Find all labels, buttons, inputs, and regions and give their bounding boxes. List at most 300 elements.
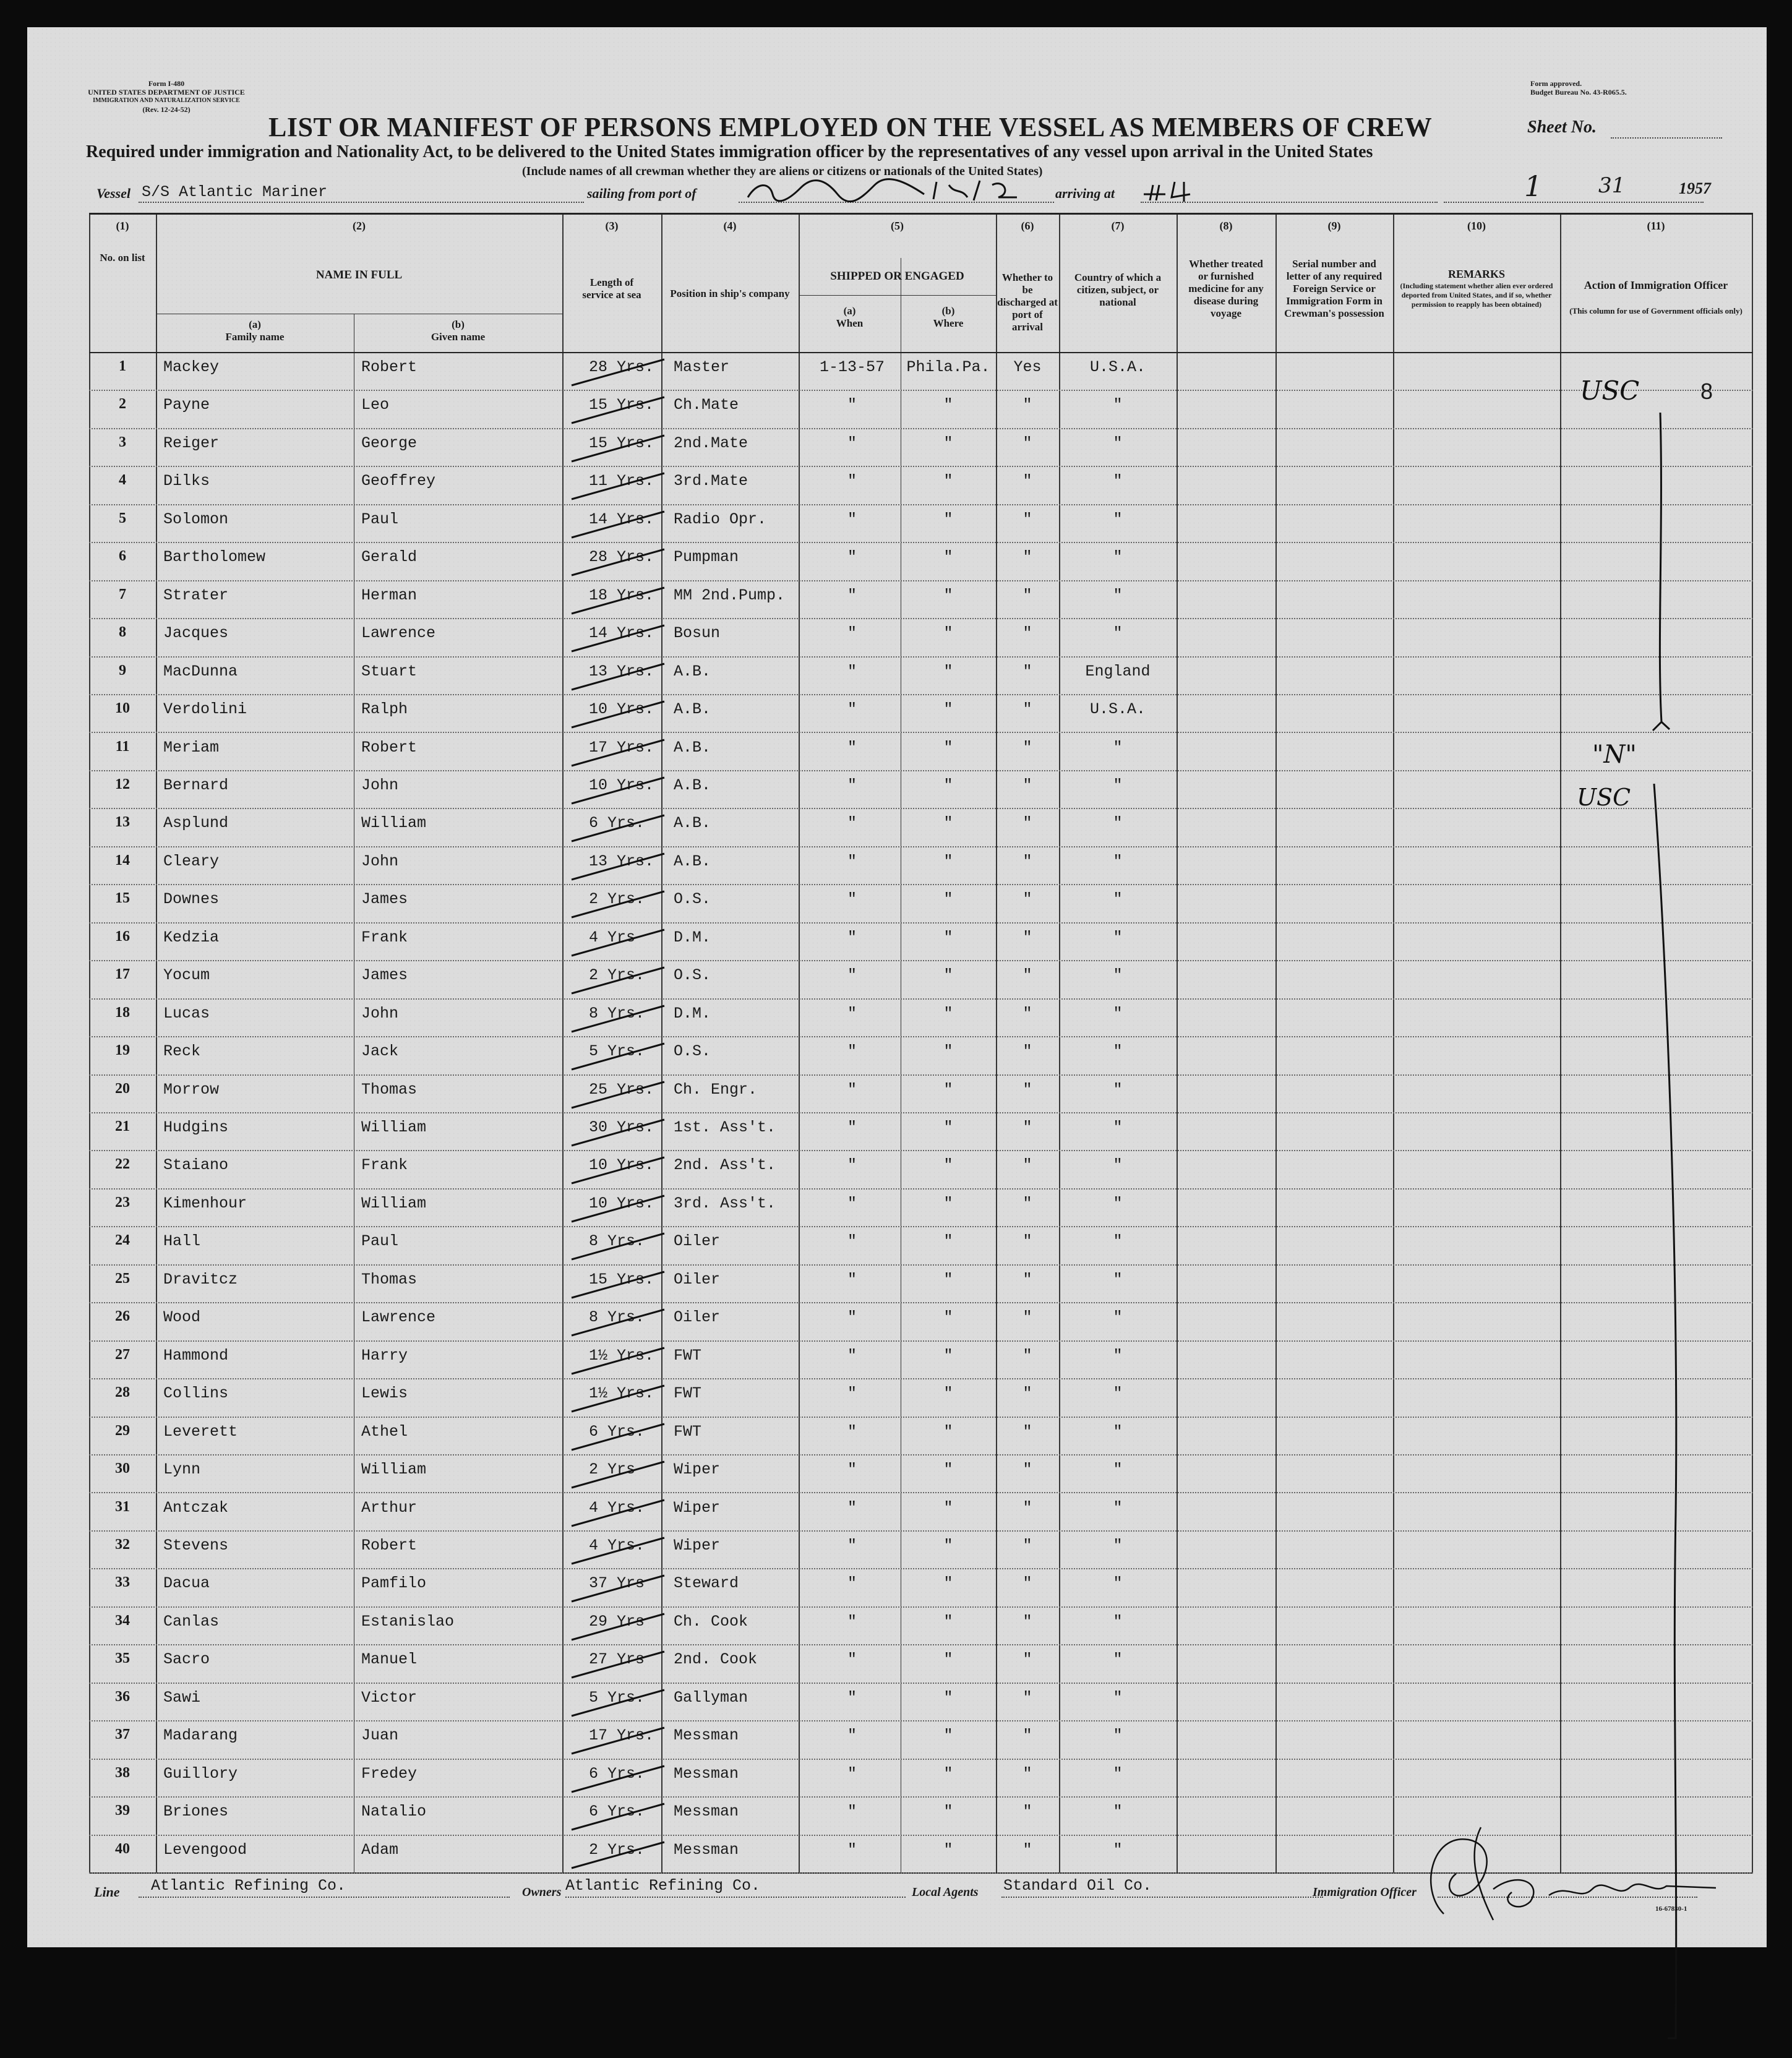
cell-when: " <box>847 966 857 985</box>
row-number: 1 <box>119 358 126 374</box>
agents-value: Standard Oil Co. <box>1003 1877 1152 1895</box>
officer-label: Immigration Officer <box>1313 1885 1417 1899</box>
cell-country: " <box>1113 1384 1123 1403</box>
cell-where: " <box>943 1612 953 1631</box>
cell-service: 4 Yrs. <box>589 1536 645 1554</box>
service-checkmark <box>565 697 671 734</box>
cell-family: Bernard <box>163 776 229 794</box>
row-number: 36 <box>115 1688 130 1705</box>
cell-where: " <box>943 1346 953 1365</box>
service-checkmark <box>565 1343 671 1380</box>
cell-when: " <box>847 1156 857 1175</box>
cell-position: Wiper <box>674 1498 721 1517</box>
cell-position: Steward <box>674 1574 739 1593</box>
cell-discharged: " <box>1022 1270 1032 1288</box>
cell-family: Canlas <box>163 1612 220 1631</box>
cell-position: A.B. <box>674 662 711 680</box>
cell-family: MacDunna <box>163 662 238 680</box>
cell-where: " <box>943 1688 953 1707</box>
row-number: 30 <box>115 1460 130 1477</box>
cell-country: " <box>1113 510 1123 528</box>
cell-position: Oiler <box>674 1232 721 1251</box>
cell-when: " <box>847 1042 857 1061</box>
cell-where: " <box>943 852 953 870</box>
cell-discharged: " <box>1022 814 1032 833</box>
cell-position: Bosun <box>674 624 721 643</box>
vessel-label: Vessel <box>96 186 131 201</box>
row-number: 31 <box>115 1498 130 1515</box>
cell-where: " <box>943 1764 953 1783</box>
cell-country: " <box>1113 624 1123 643</box>
row-number: 38 <box>115 1764 130 1781</box>
cell-position: A.B. <box>674 776 711 794</box>
subtitle: Required under immigration and Nationality Act, to be delivered to the United States immigration officer by the representatives of any vessel upon arrival in the United States <box>86 142 1373 161</box>
cell-discharged: " <box>1022 396 1032 414</box>
cell-where: " <box>943 776 953 794</box>
cell-where: " <box>943 1156 953 1175</box>
service-checkmark <box>565 849 671 886</box>
cell-family: Downes <box>163 890 220 909</box>
cell-where: Phila.Pa. <box>906 358 990 376</box>
cell-position: Radio Opr. <box>674 510 767 528</box>
service-checkmark <box>565 1533 671 1570</box>
cell-given: Thomas <box>361 1270 418 1288</box>
table-row <box>89 922 1753 961</box>
cell-where: " <box>943 890 953 909</box>
cell-service: 18 Yrs. <box>589 586 654 604</box>
cell-given: Thomas <box>361 1080 418 1099</box>
owners-label: Owners <box>522 1885 562 1899</box>
cell-country: U.S.A. <box>1089 700 1146 719</box>
service-checkmark <box>565 1001 671 1038</box>
service-checkmark <box>565 1228 671 1266</box>
row-number: 2 <box>119 396 126 413</box>
cell-family: Strater <box>163 586 229 604</box>
usc-mark-1: USC <box>1580 375 1640 406</box>
cell-country: " <box>1113 1726 1123 1745</box>
service-checkmark <box>565 1685 671 1722</box>
cell-where: " <box>943 1726 953 1745</box>
cell-discharged: " <box>1022 510 1032 528</box>
col-number-11: (11) <box>1647 220 1665 232</box>
cell-when: " <box>847 1574 857 1593</box>
cell-where: " <box>943 700 953 719</box>
table-row <box>89 1683 1753 1721</box>
col-head-no: No. on list <box>100 252 145 264</box>
col-number-2: (2) <box>353 220 366 232</box>
date-line <box>1444 202 1704 203</box>
service-checkmark <box>565 468 671 505</box>
cell-given: William <box>361 1118 427 1136</box>
usc-mark-2: USC <box>1577 784 1631 811</box>
cell-country: " <box>1113 472 1123 491</box>
col-head-serial: Serial number and letter of any required Foreign Service or Immigration Form in Crewman's possession <box>1284 258 1384 319</box>
cell-when: " <box>847 662 857 680</box>
cell-when: " <box>847 1726 857 1745</box>
cell-position: Pumpman <box>674 548 739 567</box>
cell-country: " <box>1113 1156 1123 1175</box>
cell-where: " <box>943 1270 953 1288</box>
cell-family: Solomon <box>163 510 229 528</box>
cell-position: Messman <box>674 1726 739 1745</box>
cell-family: Reiger <box>163 434 220 452</box>
row-number: 19 <box>115 1042 130 1059</box>
table-row <box>89 1417 1753 1456</box>
cell-given: James <box>361 890 408 909</box>
cell-when: " <box>847 1764 857 1783</box>
col-head-medicine: Whether treated or furnished medicine for any disease during voyage <box>1188 258 1264 319</box>
cell-where: " <box>943 396 953 414</box>
cell-discharged: " <box>1022 624 1032 643</box>
col-head-position: Position in ship's company <box>670 288 790 299</box>
row-number: 18 <box>115 1004 130 1021</box>
cell-where: " <box>943 1232 953 1251</box>
row-number: 27 <box>115 1346 130 1363</box>
arrival-year: 1957 <box>1679 179 1711 197</box>
table-row <box>89 1606 1753 1645</box>
cell-service: 28 Yrs. <box>589 548 654 567</box>
cell-service: 10 Yrs. <box>589 700 654 719</box>
service-checkmark <box>565 1723 671 1760</box>
cell-service: 1½ Yrs. <box>589 1384 654 1403</box>
cell-given: Harry <box>361 1346 408 1365</box>
cell-given: Robert <box>361 358 418 376</box>
cell-service: 15 Yrs. <box>589 434 654 452</box>
cell-family: Dacua <box>163 1574 210 1593</box>
cell-where: " <box>943 1574 953 1593</box>
cell-given: Pamfilo <box>361 1574 427 1593</box>
cell-country: " <box>1113 1308 1123 1327</box>
cell-country: " <box>1113 396 1123 414</box>
cell-discharged: " <box>1022 1156 1032 1175</box>
cell-when: " <box>847 434 857 452</box>
row-number: 4 <box>119 472 126 489</box>
cell-where: " <box>943 1080 953 1099</box>
cell-country: " <box>1113 1498 1123 1517</box>
cell-given: Manuel <box>361 1650 418 1669</box>
table-row <box>89 1112 1753 1151</box>
cell-discharged: " <box>1022 1726 1032 1745</box>
service-checkmark <box>565 544 671 581</box>
cell-position: Oiler <box>674 1308 721 1327</box>
cell-country: " <box>1113 928 1123 946</box>
cell-position: 2nd. Ass't. <box>674 1156 776 1175</box>
table-row <box>89 1568 1753 1607</box>
cell-discharged: " <box>1022 1498 1032 1517</box>
cell-given: Lawrence <box>361 624 436 643</box>
cell-when: " <box>847 586 857 604</box>
cell-when: " <box>847 548 857 567</box>
cell-given: Fredey <box>361 1764 418 1783</box>
cell-where: " <box>943 1042 953 1061</box>
cell-family: Cleary <box>163 852 220 870</box>
cell-discharged: " <box>1022 738 1032 757</box>
service-checkmark <box>565 1571 671 1608</box>
cell-given: George <box>361 434 418 452</box>
cell-where: " <box>943 1650 953 1669</box>
table-row <box>89 1150 1753 1189</box>
cell-where: " <box>943 434 953 452</box>
cell-position: A.B. <box>674 700 711 719</box>
table-row <box>89 390 1753 429</box>
cell-when: " <box>847 928 857 946</box>
cell-when: " <box>847 1803 857 1821</box>
cell-given: Victor <box>361 1688 418 1707</box>
cell-family: Jacques <box>163 624 229 643</box>
cell-when: " <box>847 1688 857 1707</box>
cell-when: " <box>847 1422 857 1441</box>
cell-position: Messman <box>674 1840 739 1859</box>
service-checkmark <box>565 1039 671 1076</box>
cell-service: 1½ Yrs. <box>589 1346 654 1365</box>
budget-bureau: Budget Bureau No. 43-R065.5. <box>1530 88 1627 96</box>
vessel-line <box>139 202 584 203</box>
cell-discharged: " <box>1022 1612 1032 1631</box>
cell-given: John <box>361 1004 399 1023</box>
cell-when: " <box>847 396 857 414</box>
col-head-shipped: SHIPPED OR ENGAGED <box>830 270 964 283</box>
cell-position: Wiper <box>674 1536 721 1554</box>
col-number-3: (3) <box>605 220 619 232</box>
cell-service: 4 Yrs. <box>589 1498 645 1517</box>
service-checkmark <box>565 431 671 468</box>
cell-position: Ch. Cook <box>674 1612 748 1631</box>
cell-given: Geoffrey <box>361 472 436 491</box>
cell-service: 8 Yrs. <box>589 1232 645 1251</box>
table-row <box>89 1188 1753 1227</box>
cell-discharged: " <box>1022 472 1032 491</box>
service-checkmark <box>565 620 671 658</box>
row-number: 34 <box>115 1612 130 1629</box>
row-number: 8 <box>119 624 126 641</box>
col-head-remarks: REMARKS <box>1447 268 1505 280</box>
arrival-day: 31 <box>1598 173 1626 198</box>
row-number: 20 <box>115 1080 130 1097</box>
cell-family: Collins <box>163 1384 229 1403</box>
cell-discharged: " <box>1022 776 1032 794</box>
line-label: Line <box>94 1884 120 1900</box>
sailing-port-handwriting <box>745 176 1054 204</box>
service-checkmark <box>565 1647 671 1684</box>
cell-discharged: " <box>1022 1536 1032 1554</box>
service-checkmark <box>565 925 671 962</box>
col-number-10: (10) <box>1467 220 1486 232</box>
row-number: 29 <box>115 1422 130 1439</box>
cell-position: 2nd. Cook <box>674 1650 758 1669</box>
cell-discharged: " <box>1022 852 1032 870</box>
cell-family: Mackey <box>163 358 220 376</box>
cell-position: Ch.Mate <box>674 396 739 414</box>
cell-service: 2 Yrs. <box>589 966 645 985</box>
cell-given: Athel <box>361 1422 408 1441</box>
table-row <box>89 1720 1753 1759</box>
cell-given: Ralph <box>361 700 408 719</box>
row-number: 32 <box>115 1536 130 1553</box>
cell-discharged: " <box>1022 434 1032 452</box>
cell-discharged: " <box>1022 928 1032 946</box>
cell-when: " <box>847 1004 857 1023</box>
cell-country: England <box>1085 662 1151 680</box>
sheet-label: Sheet No. <box>1527 118 1597 137</box>
page-title: LIST OR MANIFEST OF PERSONS EMPLOYED ON THE VESSEL AS MEMBERS OF CREW <box>268 112 1433 142</box>
cell-family: Yocum <box>163 966 210 985</box>
cell-family: Bartholomew <box>163 548 266 567</box>
revision: (Rev. 12-24-52) <box>142 105 191 114</box>
cell-country: " <box>1113 586 1123 604</box>
cell-family: Hall <box>163 1232 201 1251</box>
cell-when: " <box>847 1308 857 1327</box>
form-info <box>86 79 247 114</box>
table-row <box>89 846 1753 885</box>
service-checkmark <box>565 1305 671 1342</box>
row-number: 3 <box>119 434 126 450</box>
cell-given: William <box>361 1194 427 1212</box>
cell-given: Robert <box>361 738 418 757</box>
cell-given: Estanislao <box>361 1612 455 1631</box>
arriving-label: arriving at <box>1055 186 1115 201</box>
service-checkmark <box>565 1799 671 1836</box>
cell-position: Master <box>674 358 730 376</box>
cell-family: Sawi <box>163 1688 201 1707</box>
table-row <box>89 1340 1753 1379</box>
cell-discharged: " <box>1022 1688 1032 1707</box>
cell-discharged: " <box>1022 662 1032 680</box>
cell-country: " <box>1113 1574 1123 1593</box>
cell-service: 14 Yrs. <box>589 624 654 643</box>
col-head-family: Family name <box>225 331 285 343</box>
table-row <box>89 428 1753 467</box>
cell-when: " <box>847 510 857 528</box>
cell-service: 17 Yrs. <box>589 738 654 757</box>
col-head-service: Length of service at sea <box>582 277 641 301</box>
cell-country: " <box>1113 1612 1123 1631</box>
col-head-where: Where <box>933 317 964 329</box>
line-underline <box>139 1897 510 1898</box>
approval-info <box>1530 79 1627 96</box>
table-row <box>89 1074 1753 1113</box>
cell-family: Morrow <box>163 1080 220 1099</box>
table-row <box>89 960 1753 999</box>
page-mark: 8 <box>1700 379 1713 404</box>
cell-position: A.B. <box>674 814 711 833</box>
table-row <box>89 1036 1753 1075</box>
cell-given: William <box>361 814 427 833</box>
cell-discharged: " <box>1022 1764 1032 1783</box>
cell-discharged: " <box>1022 1460 1032 1479</box>
officer-signature <box>1407 1815 1728 1932</box>
given-letter: (b) <box>452 319 465 330</box>
cell-discharged: " <box>1022 700 1032 719</box>
col-head-given: Given name <box>431 331 486 343</box>
cell-where: " <box>943 1384 953 1403</box>
cell-country: " <box>1113 1650 1123 1669</box>
col-head-name: NAME IN FULL <box>315 268 403 281</box>
service-checkmark <box>565 735 671 772</box>
cell-position: O.S. <box>674 890 711 909</box>
cell-service: 37 Yrs <box>589 1574 645 1593</box>
cell-country: " <box>1113 1536 1123 1554</box>
row-number: 11 <box>115 738 130 755</box>
service-checkmark <box>565 1152 671 1190</box>
table-row <box>89 580 1753 619</box>
cell-position: Oiler <box>674 1270 721 1288</box>
cell-country: " <box>1113 1080 1123 1099</box>
cell-given: Stuart <box>361 662 418 680</box>
cell-service: 2 Yrs <box>589 1460 636 1479</box>
cell-service: 6 Yrs. <box>589 1803 645 1821</box>
owners-underline <box>565 1897 906 1898</box>
agents-label: Local Agents <box>912 1885 979 1899</box>
cell-where: " <box>943 1308 953 1327</box>
cell-country: U.S.A. <box>1089 358 1146 376</box>
service-checkmark <box>565 1115 671 1152</box>
cell-position: 3rd. Ass't. <box>674 1194 776 1212</box>
cell-discharged: " <box>1022 1232 1032 1251</box>
cell-service: 27 Yrs <box>589 1650 645 1669</box>
service-checkmark <box>565 1419 671 1456</box>
crew-table <box>89 213 1753 1874</box>
cell-where: " <box>943 1004 953 1023</box>
row-number: 17 <box>115 966 130 983</box>
table-row <box>89 694 1753 733</box>
cell-given: Paul <box>361 510 399 528</box>
service-checkmark <box>565 810 671 847</box>
cell-when: " <box>847 1650 857 1669</box>
service-checkmark <box>565 1267 671 1304</box>
cell-given: Robert <box>361 1536 418 1554</box>
cell-given: Arthur <box>361 1498 418 1517</box>
table-row <box>89 884 1753 923</box>
shipped-subheader <box>799 295 996 296</box>
cell-country: " <box>1113 1118 1123 1136</box>
cell-given: Paul <box>361 1232 399 1251</box>
cell-country: " <box>1113 548 1123 567</box>
cell-discharged: " <box>1022 1080 1032 1099</box>
cell-service: 29 Yrs <box>589 1612 645 1631</box>
line-value: Atlantic Refining Co. <box>151 1877 346 1895</box>
bracket-line <box>1648 400 1685 2058</box>
cell-discharged: " <box>1022 1803 1032 1821</box>
n-mark: "N" <box>1592 740 1637 769</box>
cell-service: 25 Yrs. <box>589 1080 654 1099</box>
cell-country: " <box>1113 1042 1123 1061</box>
col-head-discharged: Whether to be discharged at port of arrival <box>997 272 1058 333</box>
row-number: 22 <box>115 1156 130 1173</box>
cell-country: " <box>1113 1270 1123 1288</box>
col-number-6: (6) <box>1021 220 1034 232</box>
row-number: 26 <box>115 1308 130 1325</box>
table-row <box>89 466 1753 505</box>
cell-family: Dravitcz <box>163 1270 238 1288</box>
cell-service: 11 Yrs. <box>589 472 654 491</box>
table-row <box>89 1454 1753 1493</box>
family-letter: (a) <box>249 319 261 330</box>
cell-when: " <box>847 472 857 491</box>
cell-when: " <box>847 1498 857 1517</box>
cell-where: " <box>943 586 953 604</box>
row-number: 16 <box>115 928 130 945</box>
when-letter: (a) <box>843 305 856 317</box>
cell-country: " <box>1113 890 1123 909</box>
col-head-when: When <box>836 317 864 329</box>
service-checkmark <box>565 1837 671 1874</box>
row-number: 25 <box>115 1270 130 1287</box>
cell-service: 4 Yrs <box>589 928 636 946</box>
cell-when: " <box>847 890 857 909</box>
cell-discharged: " <box>1022 1042 1032 1061</box>
row-number: 35 <box>115 1650 130 1667</box>
owners-value: Atlantic Refining Co. <box>565 1877 761 1895</box>
